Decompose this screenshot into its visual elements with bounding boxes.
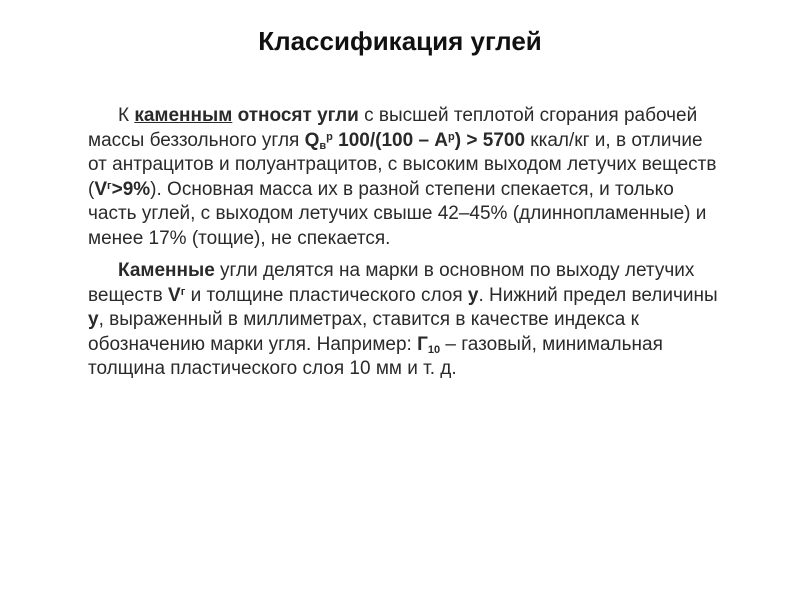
term-kamennym: каменным <box>134 105 233 126</box>
symbol-y-1: у <box>467 284 479 306</box>
grade-g-sub: 10 <box>427 343 441 356</box>
formula-a-sup: р <box>448 130 455 143</box>
p1-text-1: с высшей теплотой сгорания рабочей массы беззольного угля <box>88 105 698 151</box>
p2-text-5: – газовый, минимальная толщина пластического слоя 10 мм и т. д. <box>88 333 663 379</box>
p1-lead: К <box>118 105 135 126</box>
volatile-v-letter: V <box>94 178 108 200</box>
volatile-threshold: >9% <box>111 178 151 200</box>
p2-text-1: угли делятся на марки в основном по выходу летучих веществ <box>88 260 695 306</box>
slide-title: Классификация углей <box>258 26 542 56</box>
volatile-v <box>94 179 150 200</box>
formula-rest: 100/(100 – A <box>332 129 449 151</box>
volatile-v-sup: г <box>107 179 112 192</box>
volatile-v2-letter: V <box>168 284 181 306</box>
p2-text-2: и толщине пластического слоя <box>185 284 468 306</box>
paragraph-1 <box>88 104 722 251</box>
p1-text-3: ). Основная масса их в разной степени спекается, и только часть углей, с выходом летучих свыше 42–45% (длиннопламенные) и менее 17% (тощие), не спекается. <box>88 178 707 249</box>
slide-body <box>88 104 722 382</box>
p2-text-3: . Нижний предел величины <box>478 284 718 306</box>
formula-q-sup: р <box>326 130 333 143</box>
paragraph-2 <box>88 259 722 382</box>
p1-text-2: ккал/кг и, в отличие от антрацитов и полуантрацитов, с высоким выходом летучих веществ ( <box>88 129 717 200</box>
term-kamennye: Каменные <box>118 260 215 281</box>
grade-g10 <box>417 334 440 355</box>
formula-q: Q <box>304 129 320 151</box>
volatile-v2-sup: г <box>180 285 186 298</box>
grade-g-letter: Г <box>417 333 428 355</box>
volatile-v-2 <box>168 285 185 306</box>
formula-end: ) > 5700 <box>454 129 526 151</box>
formula-q-sub: в <box>319 139 327 152</box>
p2-text-4: , выраженный в миллиметрах, ставится в качестве индекса к обозначению марки угля. Например: <box>88 309 639 355</box>
term-otnosyat-ugli: относят угли <box>237 105 359 126</box>
formula-heat <box>305 130 525 151</box>
symbol-y-2: у <box>88 309 99 330</box>
